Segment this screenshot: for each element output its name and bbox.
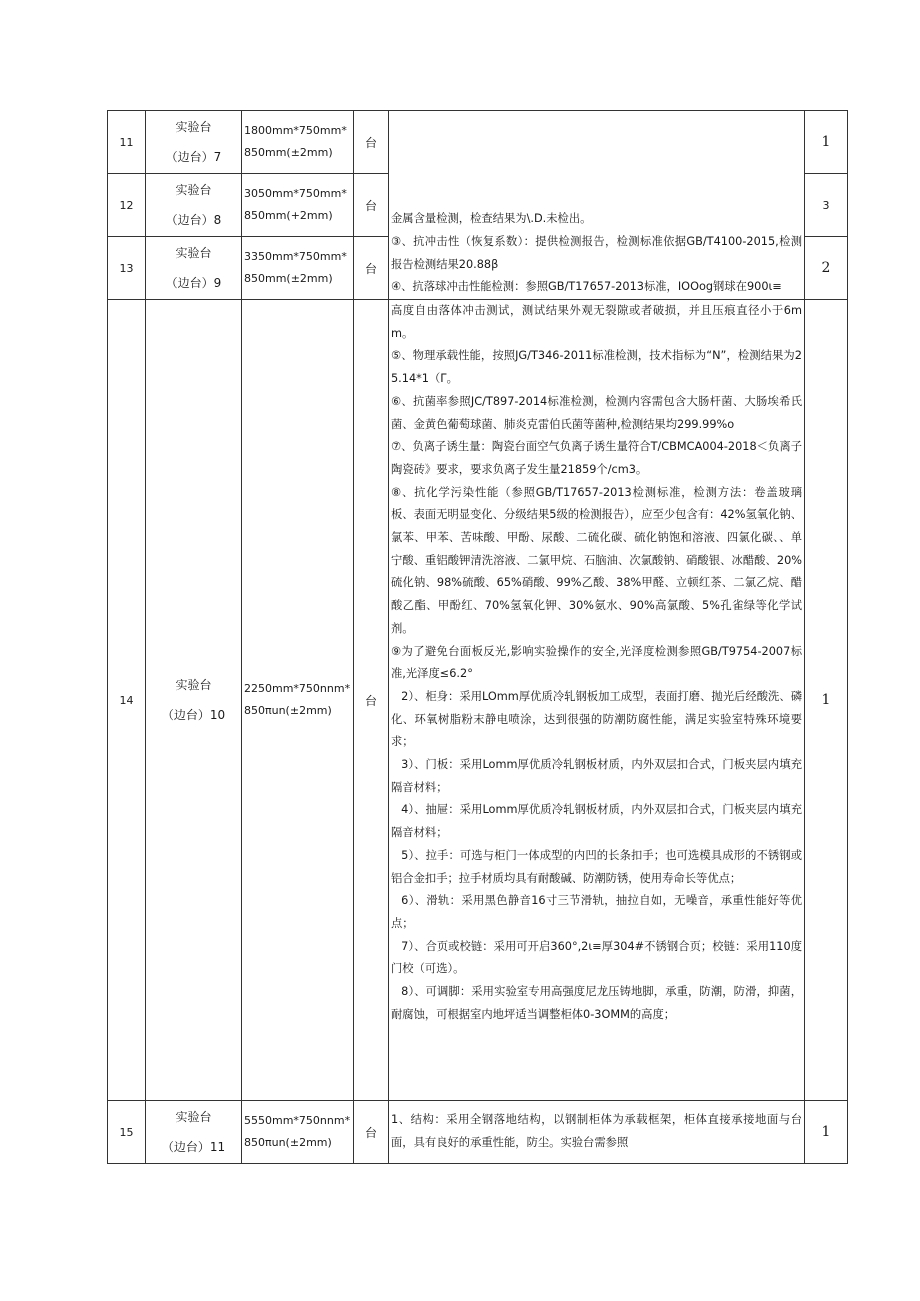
item-size-line2: 850πun(±2mm) [244,704,332,717]
desc-paragraph: ⑦、负离子诱生量：陶瓷台面空气负离子诱生量符合T/CBMCA004-2018＜负离子陶瓷砖》要求，要求负离子发生量21859个/cm3。 [391,440,802,476]
desc-last-block [391,1109,802,1154]
desc-paragraph: 6）、滑轨：采用黑色静音16寸三节滑轨，抽拉自如，无噪音，承重性能好等优点； [391,894,802,930]
desc-paragraph: ④、抗落球冲击性能检测：参照GB/T17657-2013标准，IOOog钢球在900ι≡ [391,280,782,294]
desc-top-block [391,208,802,299]
table-row [108,1101,848,1164]
desc-paragraph: ⑨为了避免台面板反光,影响实验操作的安全,光泽度检测参照GB/T9754-2007标准,光泽度≤6.2° [391,644,802,681]
item-size-line1: 3050mm*750mm* [244,187,347,200]
desc-paragraph: 8）、可调脚：采用实验室专用高强度尼龙压铸地脚，承重，防潮，防滑，抑菌，耐腐蚀，可根据室内地坪适当调整柜体0-3OMM的高度； [391,985,802,1021]
item-size-line1: 1800mm*750mm* [244,124,347,137]
row-number: 11 [108,111,146,174]
table-row [108,111,848,174]
item-size [242,111,354,174]
item-size-line1: 5550mm*750nnm* [244,1114,351,1127]
desc-paragraph: 1、结构：采用全钢落地结构，以钢制柜体为承载框架，柜体直接承接地面与台面，具有良好的承重性能，防尘。实验台需参照 [391,1113,802,1149]
item-size-line2: 850mm(±2mm) [244,146,333,159]
row-number: 14 [108,300,146,1101]
item-name [146,111,242,174]
item-size-line2: 850πun(±2mm) [244,1136,332,1149]
item-description-top [389,111,805,300]
item-name-line2: （边台）7 [165,150,222,164]
desc-paragraph: ③、抗冲击性（恢复系数）：提供检测报告，检测标准依据GB/T4100-2015,检测报告检测结果20.88β [391,234,802,271]
item-name [146,1101,242,1164]
item-unit: 台 [354,237,389,300]
item-name-line2: （边台）10 [161,708,226,722]
item-quantity: 1 [805,300,848,1101]
item-unit: 台 [354,111,389,174]
desc-paragraph: 2）、柜身：采用LOmm厚优质冷轧钢板加工成型，表面打磨、抛光后经酸洗、磷化、环氧树脂粉末静电喷涂，达到很强的防潮防腐性能，满足实验室特殊环境要求； [391,689,802,749]
item-name-line1: 实验台 [175,183,212,197]
item-size-line2: 850mm(±2mm) [244,272,333,285]
table-row [108,300,848,1101]
item-name-line2: （边台）11 [161,1140,226,1154]
item-quantity: 2 [805,237,848,300]
row-number: 13 [108,237,146,300]
desc-paragraph: 高度自由落体冲击测试，测试结果外观无裂隙或者破损，并且压痕直径小于6mm。 [391,304,802,340]
item-name [146,300,242,1101]
item-description-main [389,300,805,1101]
desc-paragraph: 5）、拉手：可选与柜门一体成型的内凹的长条扣手；也可选模具成形的不锈钢或铝合金扣手；拉手材质均具有耐酸碱、防潮防锈，使用寿命长等优点； [391,848,802,885]
item-quantity: 3 [805,174,848,237]
item-size-line2: 850mm(+2mm) [244,209,333,222]
desc-paragraph: ⑤、物理承载性能，按照JG/T346-2011标准检测，技术指标为“N”，检测结果为25.14*1（Γ。 [391,349,802,386]
item-size [242,1101,354,1164]
item-size-line1: 3350mm*750mm* [244,250,347,263]
item-name-line1: 实验台 [175,678,212,692]
desc-paragraph: ⑥、抗菌率参照JC/T897-2014标准检测，检测内容需包含大肠杆菌、大肠埃希氏菌、金黄色葡萄球菌、肺炎克雷伯氏菌等菌种,检测结果均299.99%o [391,394,802,431]
item-quantity: 1 [805,1101,848,1164]
row-number: 12 [108,174,146,237]
item-name [146,174,242,237]
item-size [242,300,354,1101]
item-name [146,237,242,300]
desc-paragraph: 4）、抽屉：采用Lomm厚优质冷轧钢板材质，内外双层扣合式，门板夹层内填充隔音材料； [391,803,802,840]
equipment-spec-table [107,110,848,1164]
item-name-line2: （边台）8 [165,213,222,227]
desc-paragraph: 7）、合页或校链：采用可开启360°,2ι≡厚304#不锈钢合页；校链：采用110度门校（可选）。 [391,939,802,976]
desc-main-block [391,300,802,1027]
item-name-line2: （边台）9 [165,276,222,290]
item-name-line1: 实验台 [175,246,212,260]
item-size [242,174,354,237]
item-description-last [389,1101,805,1164]
item-unit: 台 [354,1101,389,1164]
item-unit: 台 [354,174,389,237]
item-name-line1: 实验台 [175,1110,212,1124]
item-unit: 台 [354,300,389,1101]
item-size-line1: 2250mm*750nnm* [244,682,351,695]
item-size [242,237,354,300]
item-name-line1: 实验台 [175,120,212,134]
row-number: 15 [108,1101,146,1164]
item-quantity: 1 [805,111,848,174]
desc-paragraph: 金属含量检测，检查结果为\.D.未检出。 [391,212,592,226]
desc-paragraph: 3）、门板：采用Lomm厚优质冷轧钢板材质，内外双层扣合式，门板夹层内填充隔音材料； [391,758,802,794]
desc-paragraph: ⑧、抗化学污染性能（参照GB/T17657-2013检测标准，检测方法：卷盖玻璃板、表面无明显变化、分级结果5级的检测报告），应至少包含有：42%氢氧化钠、氯苯、甲苯、苦味酸、甲酚、尿酸、二硫化碳、硫化钠饱和溶液、四氯化碳、、单宁酸、重铝酸钾清洗溶液、二氯甲烷、石脑油、次氯酸钠、硝酸银、冰醋酸、20%硫化钠、98%硫酸、65%硝酸、99%乙酸、38%甲醛、立顿红茶、二氯乙烷、醋酸乙酯、甲酚红、70%氢氧化钾、30%氨水、90%高氯酸、5%孔雀绿等化学试剂。 [391,485,802,635]
